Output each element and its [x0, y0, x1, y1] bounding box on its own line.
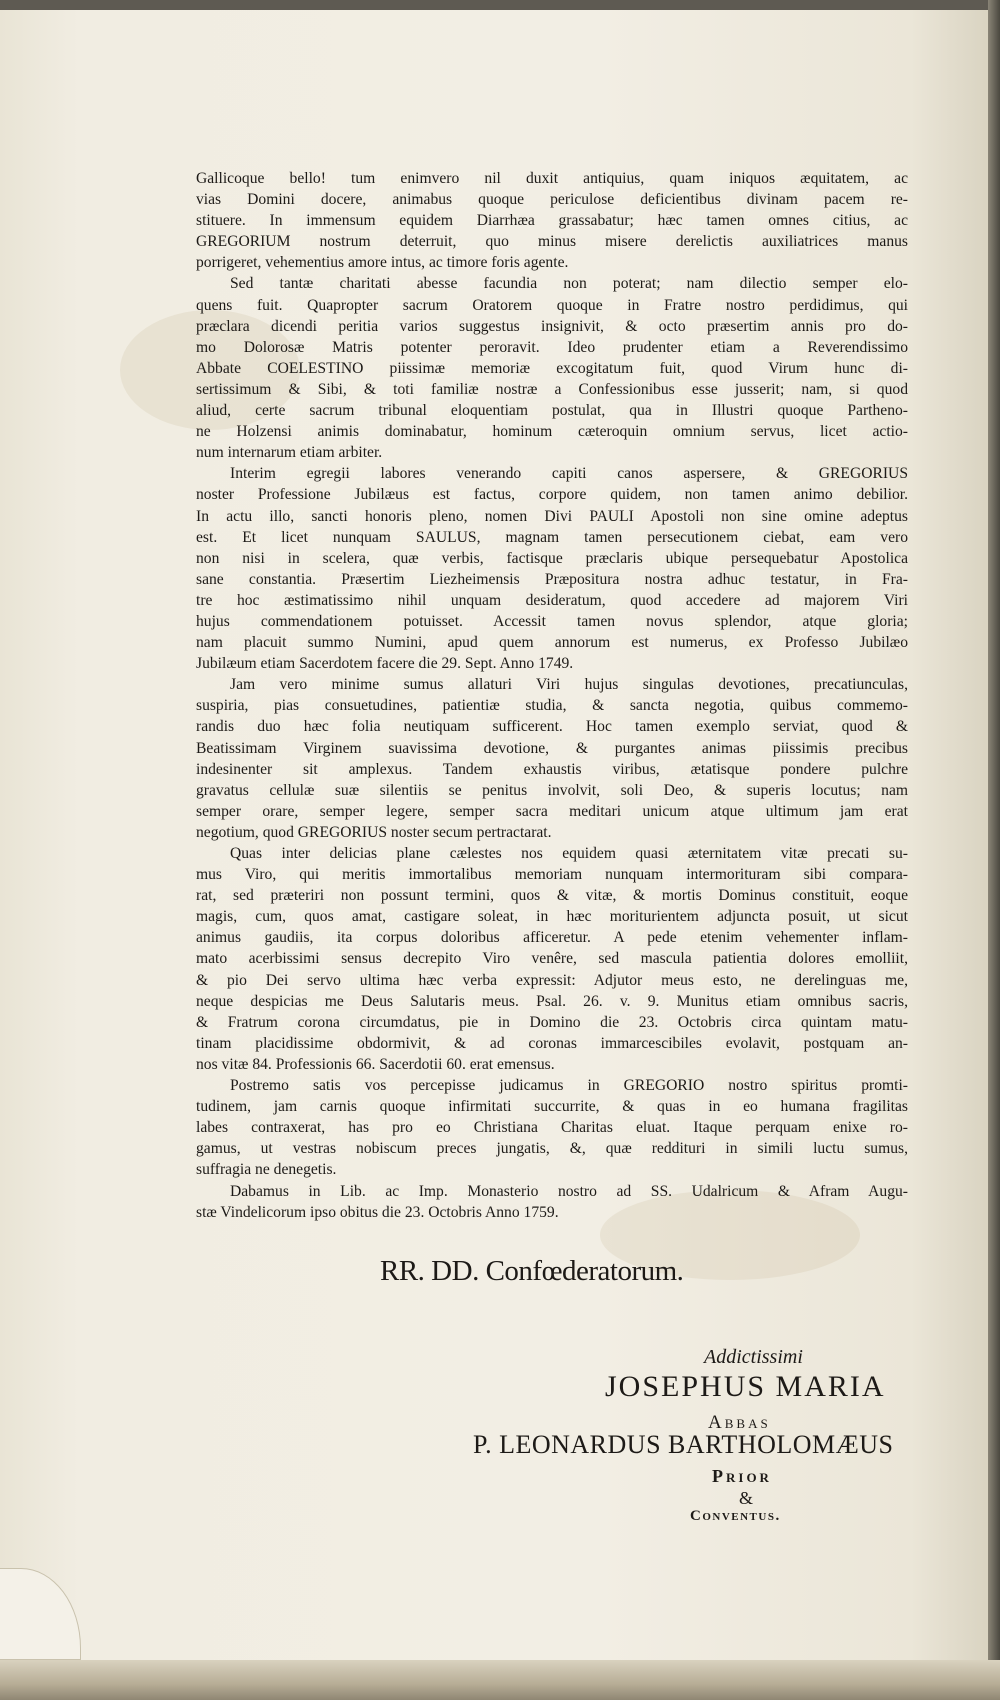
text-line: præclara dicendi peritia varios suggestus insignivit, & octo præsertim annis pro do-: [196, 317, 908, 335]
text-line: vias Domini docere, animabus quoque periculose deficientibus divinam pacem re-: [196, 191, 908, 209]
text-line: Dabamus in Lib. ac Imp. Monasterio nostro ad SS. Udalricum & Afram Augu-: [230, 1182, 908, 1200]
text-line: tre hoc æstimatissimo nihil unquam desideratum, quod accedere ad majorem Viri: [196, 591, 908, 609]
text-line: nam placuit summo Numini, apud quem annorum est numerus, ex Professo Jubilæo: [196, 634, 908, 652]
text-line: indesinenter sit amplexus. Tandem exhaustis viribus, ætatisque pondere pulchre: [196, 760, 908, 778]
paragraph: [196, 843, 908, 1075]
text-line: num internarum etiam arbiter.: [196, 444, 383, 462]
text-line: In actu illo, sancti honoris pleno, nomen Divi PAULI Apostoli non sine omine adeptus: [196, 507, 908, 525]
text-line: nos vitæ 84. Professionis 66. Sacerdotii 60. erat emensus.: [196, 1055, 555, 1073]
text-line: animus gaudiis, ita corpus doloribus afficeretur. A pede etenim vehementer inflam-: [196, 929, 908, 947]
text-line: rat, sed præteriri non possunt termini, quos & vitæ, & mortis Dominus constituit, eoque: [196, 887, 908, 905]
text-line: noster Professione Jubilæus est factus, corpore quidem, non tamen animo debilior.: [196, 486, 908, 504]
text-line: Sed tantæ charitati abesse facundia non poterat; nam dilectio semper elo-: [230, 275, 908, 293]
text-line: mus Viro, qui meritis immortalibus memoriam nunquam intermorituram sibi compara-: [196, 866, 908, 884]
text-line: mo Dolorosæ Matris potenter peroravit. Ideo prudenter etiam a Reverendissimo: [196, 338, 908, 356]
text-line: sertissimum & Sibi, & toti familiæ nostræ a Confessionibus esse jusserit; nam, si quod: [196, 380, 908, 398]
text-line: stæ Vindelicorum ipso obitus die 23. Octobris Anno 1759.: [196, 1203, 559, 1221]
text-line: porrigeret, vehementius amore intus, ac timore foris agente.: [196, 254, 569, 272]
text-line: Beatissimam Virginem suavissima devotione, & purgantes animas piissimis precibus: [196, 739, 908, 757]
signature-prior-title: Prior: [712, 1466, 772, 1486]
signature-addictissimi: Addictissimi: [704, 1346, 803, 1368]
text-line: aliud, certe sacrum tribunal eloquentiam postulat, qua in Illustri quoque Partheno-: [196, 402, 908, 420]
paragraph: [196, 1075, 908, 1180]
text-line: labes contraxerat, has pro eo Christiana Charitas eluat. Itaque perquam enixe ro-: [196, 1119, 908, 1137]
text-line: suffragia ne denegetis.: [196, 1161, 337, 1179]
signature-abbot-title: Abbas: [708, 1412, 771, 1433]
text-line: tinam placidissime obdormivit, & ad coronas immarcescibiles evolavit, postquam an-: [196, 1034, 908, 1052]
document-page: [0, 10, 990, 1690]
text-line: Jam vero minime sumus allaturi Viri hujus singulas devotiones, precatiunculas,: [230, 676, 908, 694]
text-line: est. Et licet nunquam SAULUS, magnam tamen persecutionem ciebat, eam vero: [196, 528, 908, 546]
signature-prior-name: P. LEONARDUS BARTHOLOMÆUS: [473, 1430, 894, 1459]
signature-abbot-name: JOSEPHUS MARIA: [605, 1370, 886, 1403]
paragraph: [196, 463, 908, 674]
text-line: randis duo hæc folia neutiquam sufficerent. Hoc tamen exemplo serviat, quod &: [196, 718, 908, 736]
paragraph: [196, 168, 908, 273]
text-line: gravatus cellulæ suæ silentiis se penitus involvit, soli Deo, & superis locutus; nam: [196, 781, 908, 799]
text-line: GREGORIUM nostrum deterruit, quo minus misere derelictis auxiliatrices manus: [196, 233, 908, 251]
text-line: mato acerbissimi sensus decrepito Viro venêre, sed mascula patientia dolores emolliit,: [196, 950, 908, 968]
text-line: Abbate COELESTINO piissimæ memoriæ excogitatum fuit, quod Virum hunc di-: [196, 359, 908, 377]
text-line: magis, cum, quos amat, castigare soleat, in hæc moriturientem adjuncta posuit, ut sicut: [196, 908, 908, 926]
signature-ampersand: &: [739, 1488, 754, 1508]
text-line: tudinem, jam carnis quoque infirmitati succurrite, & quas in eo humana fragilitas: [196, 1098, 908, 1116]
text-line: Postremo satis vos percepisse judicamus in GREGORIO nostro spiritus promti-: [230, 1077, 908, 1095]
text-line: stituere. In immensum equidem Diarrhæa grassabatur; hæc tamen omnes citius, ac: [196, 212, 908, 230]
torn-corner: [0, 1568, 81, 1660]
closing-line: RR. DD. Confœderatorum.: [380, 1255, 684, 1287]
obituary-text: [196, 168, 908, 1223]
text-line: Jubilæum etiam Sacerdotem facere die 29. Sept. Anno 1749.: [196, 655, 574, 673]
text-line: neque despicias me Deus Salutaris meus. Psal. 26. v. 9. Munitus etiam omnibus sacris,: [196, 992, 908, 1010]
text-line: hujus commendationem potuisset. Accessit tamen novus splendor, atque gloria;: [196, 612, 908, 630]
text-line: sane constantia. Præsertim Liezheimensis Præpositura nostra adhuc testatur, in Fra-: [196, 570, 908, 588]
book-edge: [988, 0, 1000, 1700]
text-line: & pio Dei servo ultima hæc verba expressit: Adjutor meus esto, ne derelinguas me,: [196, 971, 908, 989]
text-line: Quas inter delicias plane cælestes nos equidem quasi æternitatem vitæ precati su-: [230, 845, 908, 862]
text-line: gamus, ut vestras nobiscum preces jungatis, &, quæ reddituri in simili luctu sumus,: [196, 1140, 908, 1158]
text-line: & Fratrum corona circumdatus, pie in Domino die 23. Octobris circa quintam matu-: [196, 1013, 908, 1031]
page-stack-edge: [0, 1660, 1000, 1700]
text-line: semper orare, semper legere, semper sacra meditari unicum atque ultimum jam erat: [196, 802, 908, 820]
paragraph: [196, 674, 908, 843]
text-line: negotium, quod GREGORIUS noster secum pertractarat.: [196, 823, 552, 841]
text-line: ne Holzensi animis dominabatur, hominum cæteroquin omnium servus, licet actio-: [196, 423, 908, 441]
text-line: Gallicoque bello! tum enimvero nil duxit antiquius, quam iniquos æquitatem, ac: [196, 170, 908, 187]
text-line: suspiria, pias consuetudines, patientiæ studia, & sancta negotia, quibus commemo-: [196, 697, 908, 715]
text-line: Interim egregii labores venerando capiti canos aspersere, & GREGORIUS: [230, 465, 908, 483]
text-line: non nisi in scelera, quæ verbis, factisque præclaris ubique persequebatur Apostolica: [196, 549, 908, 567]
paragraph: [196, 1181, 908, 1223]
paragraph: [196, 273, 908, 463]
text-line: quens fuit. Quapropter sacrum Oratorem quoque in Fratre nostro perdidimus, qui: [196, 296, 908, 314]
signature-conventus: Conventus.: [690, 1508, 781, 1524]
